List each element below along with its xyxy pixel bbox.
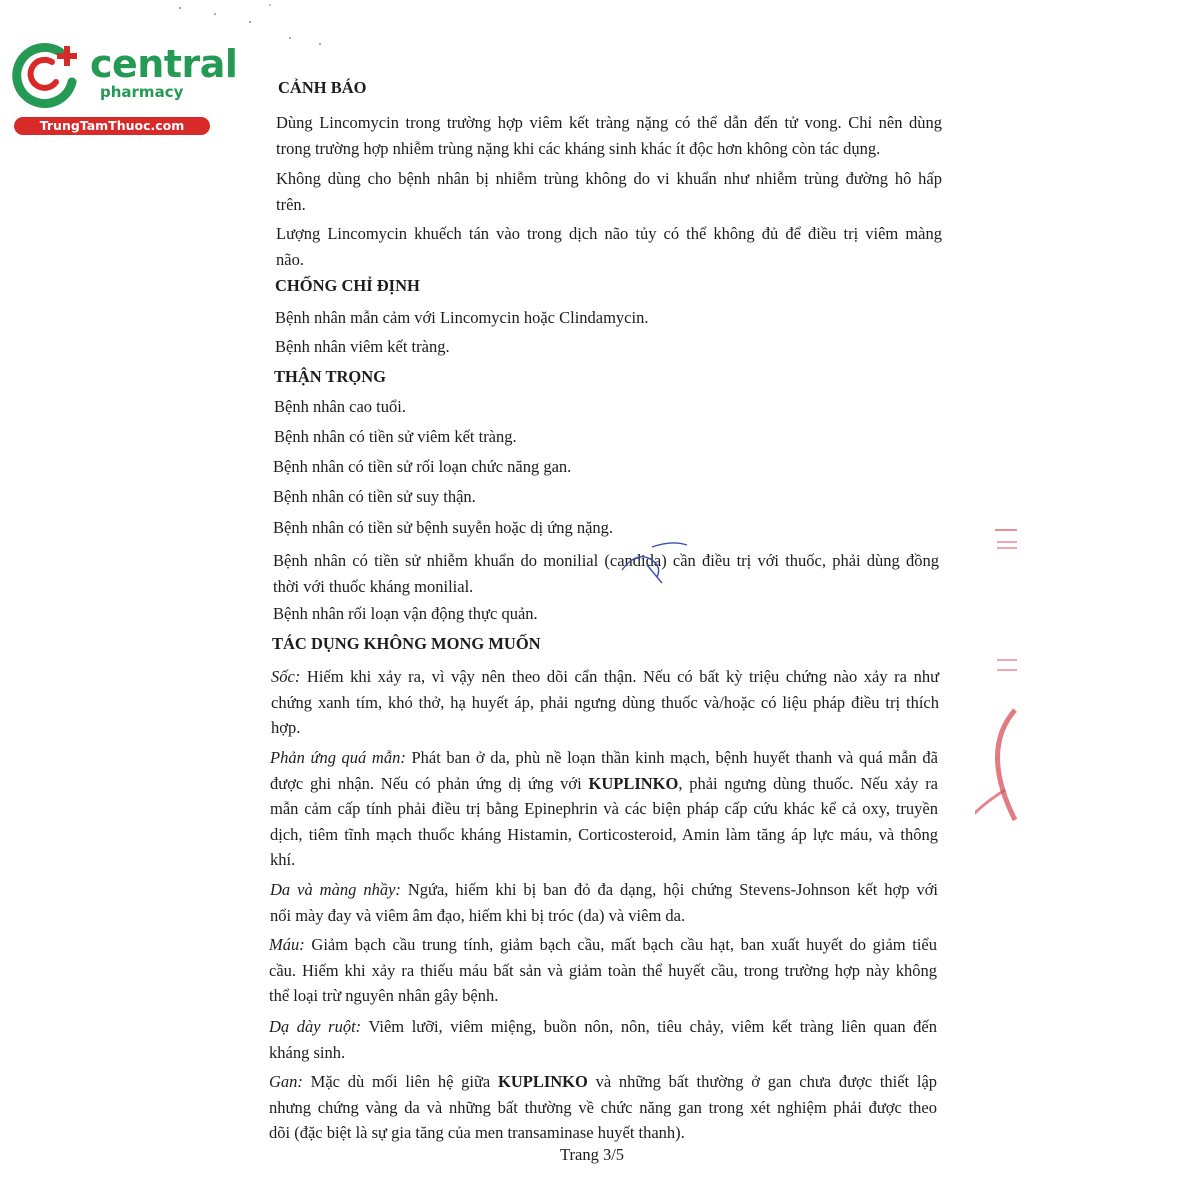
text-run: và những bất thường ở gan chưa được thiết lập	[595, 1072, 938, 1091]
page-number: Trang 3/5	[560, 1145, 625, 1164]
text-line: nhưng chứng vàng da và những bất thường về chức năng gan trong xét nghiệm phải được theo	[269, 1097, 937, 1117]
chong-chi-dinh-item-2: Bệnh nhân viêm kết tràng.	[275, 337, 450, 356]
text-line	[270, 771, 938, 797]
than-trong-item-1: Bệnh nhân cao tuổi.	[274, 397, 406, 416]
text-run: được ghi nhận. Nếu có phản ứng dị ứng với	[270, 773, 582, 793]
text-line: chứng xanh tím, khó thở, hạ huyết áp, phải ngưng dùng thuốc và/hoặc có liệu pháp điều trị thích	[271, 692, 939, 712]
brand-kuplinko: KUPLINKO	[588, 773, 679, 793]
label-qua-man: Phản ứng quá mẫn:	[270, 748, 406, 767]
ink-signature-mark	[612, 535, 692, 585]
than-trong-item-5: Bệnh nhân có tiền sử bệnh suyễn hoặc dị ứng nặng.	[273, 518, 614, 537]
than-trong-item-2: Bệnh nhân có tiền sử viêm kết tràng.	[274, 427, 517, 446]
text-run: Ngứa, hiếm khi bị ban đỏ đa dạng, hội chứng Stevens-Johnson kết hợp với	[407, 880, 939, 899]
text-run: Phát ban ở da, phù nề loạn thần kinh mạch, bệnh huyết thanh và quá mẫn đã	[411, 748, 938, 767]
label-gan: Gan:	[269, 1072, 303, 1091]
text-run: Viêm lưỡi, viêm miệng, buồn nôn, nôn, tiêu chảy, viêm kết tràng liên quan đến	[368, 1017, 938, 1036]
text-line: thể loại trừ nguyên nhân gây bệnh.	[269, 986, 499, 1005]
text-run: , phải ngưng dùng thuốc. Nếu xảy ra	[678, 773, 939, 793]
text-line: não.	[276, 249, 304, 269]
than-trong-item-7: Bệnh nhân rối loạn vận động thực quản.	[273, 604, 538, 623]
heading-than-trong: THẬN TRỌNG	[274, 367, 387, 386]
text-line: Không dùng cho bệnh nhân bị nhiễm trùng không do vi khuẩn như nhiễm trùng đường hô hấp	[276, 169, 942, 188]
logo-brand: central	[90, 42, 238, 86]
text-line	[269, 932, 937, 958]
text-run: Mặc dù mối liên hệ giữa	[310, 1072, 491, 1091]
heading-tac-dung: TÁC DỤNG KHÔNG MONG MUỐN	[272, 634, 541, 653]
than-trong-item-3: Bệnh nhân có tiền sử rối loạn chức năng gan.	[273, 457, 572, 476]
heading-chong-chi-dinh: CHỐNG CHỈ ĐỊNH	[275, 276, 420, 295]
logo-sub: pharmacy	[100, 83, 184, 101]
text-line: Lượng Lincomycin khuếch tán vào trong dịch não tủy có thể không đủ để điều trị viêm màng	[276, 224, 942, 243]
tac-dung-soc	[271, 664, 939, 741]
label-da: Da và màng nhầy:	[270, 880, 401, 899]
label-soc: Sốc:	[271, 667, 301, 686]
label-da-day: Dạ dày ruột:	[269, 1017, 362, 1036]
text-line: Bệnh nhân có tiền sử nhiễm khuẩn do monilial (candida) cần điều trị với thuốc, phải dùng đồng	[273, 551, 939, 570]
text-line	[270, 877, 938, 903]
brand-kuplinko: KUPLINKO	[498, 1072, 588, 1091]
text-line: khí.	[270, 850, 296, 869]
text-line: trong trường hợp nhiễm trùng nặng khi các kháng sinh khác ít độc hơn không còn tác dụng.	[276, 138, 881, 158]
text-line: kháng sinh.	[269, 1042, 346, 1062]
text-line	[270, 745, 938, 771]
canh-bao-paragraph-2	[276, 166, 942, 217]
text-line	[269, 1014, 937, 1040]
tac-dung-da	[270, 877, 938, 928]
heading-canh-bao: CẢNH BÁO	[278, 78, 367, 97]
red-stamp-partial	[975, 520, 1020, 860]
than-trong-item-6	[273, 548, 939, 599]
than-trong-item-4: Bệnh nhân có tiền sử suy thận.	[273, 487, 476, 506]
canh-bao-paragraph-3	[276, 221, 942, 272]
tac-dung-da-day	[269, 1014, 937, 1065]
logo-url: TrungTamThuoc.com	[14, 117, 210, 135]
text-line	[269, 1069, 937, 1095]
label-mau: Máu:	[269, 935, 305, 954]
text-line: dịch, tiêm tĩnh mạch thuốc kháng Histamin, Corticosteroid, Amin làm tăng áp lực máu, và thông	[270, 824, 938, 844]
chong-chi-dinh-item-1: Bệnh nhân mẫn cảm với Lincomycin hoặc Clindamycin.	[275, 308, 649, 327]
tac-dung-gan	[269, 1069, 937, 1146]
tac-dung-qua-man	[270, 745, 938, 873]
text-line: dõi (đặc biệt là sự gia tăng của men transaminase huyết thanh).	[269, 1123, 685, 1142]
text-run: Giảm bạch cầu trung tính, giảm bạch cầu, mất bạch cầu hạt, ban xuất huyết do giảm tiểu	[311, 935, 938, 954]
tac-dung-mau	[269, 932, 937, 1009]
text-line	[271, 664, 939, 690]
text-line: hợp.	[271, 718, 301, 737]
text-line: cầu. Hiếm khi xảy ra thiếu máu bất sản và giảm toàn thể huyết cầu, trong trường hợp này không	[269, 960, 937, 980]
text-line: thời với thuốc kháng monilial.	[273, 576, 474, 596]
canh-bao-paragraph-1	[276, 110, 942, 161]
text-line: trên.	[276, 194, 306, 214]
text-line: mẫn cảm cấp tính phải điều trị bằng Epinephrin và các biện pháp cấp cứu khác kể cả oxy, truyền	[270, 799, 938, 818]
text-line: nổi mày đay và viêm âm đạo, hiếm khi bị tróc (da) và viêm da.	[270, 905, 686, 925]
text-run: Hiếm khi xảy ra, vì vậy nên theo dõi cẩn thận. Nếu có bất kỳ triệu chứng nào xảy ra như	[306, 667, 940, 686]
text-line: Dùng Lincomycin trong trường hợp viêm kết tràng nặng có thể dẫn đến tử vong. Chỉ nên dùng	[276, 113, 942, 132]
